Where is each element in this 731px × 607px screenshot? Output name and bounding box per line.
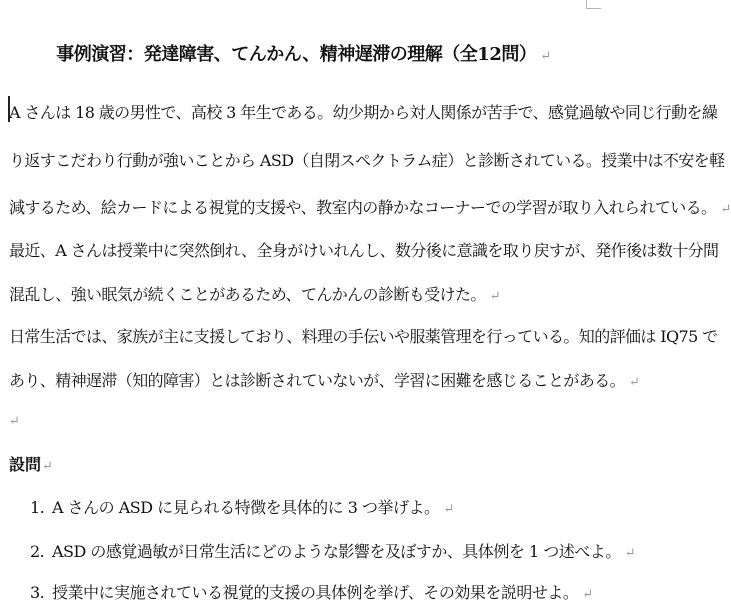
question-item[interactable] xyxy=(30,539,635,562)
question-number: 1. xyxy=(30,498,45,517)
section-heading-text: 設問 xyxy=(9,455,42,474)
section-heading[interactable] xyxy=(9,452,53,475)
page-corner-mark xyxy=(586,0,601,9)
paragraph-2-line-2-text: 混乱し、強い眠気が続くことがあるため、てんかんの診断も受けた。 xyxy=(9,285,486,304)
question-item[interactable] xyxy=(30,495,454,518)
question-item[interactable] xyxy=(30,580,593,603)
paragraph-mark-icon: ↵ xyxy=(540,49,551,64)
paragraph-mark-icon: ↵ xyxy=(9,414,20,429)
paragraph-1-line-2[interactable]: り返すこだわり行動が強いことから ASD（自閉スペクトラム症）と診断されている。授業中は不安を軽 xyxy=(9,151,725,170)
paragraph-mark-icon: ↵ xyxy=(624,546,636,561)
paragraph-3-line-2-text: あり、精神遅滞（知的障害）とは診断されていないが、学習に困難を感じることがある。 xyxy=(9,371,626,390)
paragraph-mark-icon: ↵ xyxy=(42,459,53,474)
question-number: 3. xyxy=(30,583,45,602)
question-text: ASD の感覚過敏が日常生活にどのような影響を及ぼすか、具体例を 1 つ述べよ。 xyxy=(52,542,621,561)
paragraph-mark-icon: ↵ xyxy=(582,587,593,602)
paragraph-1-line-3[interactable] xyxy=(9,195,731,218)
paragraph-mark-icon: ↵ xyxy=(629,375,640,390)
paragraph-1-line-1[interactable]: A さんは 18 歳の男性で、高校 3 年生である。幼少期から対人関係が苦手で、感覚過敏や同じ行動を繰 xyxy=(9,103,718,122)
empty-paragraph[interactable] xyxy=(9,410,599,429)
paragraph-mark-icon: ↵ xyxy=(489,289,501,304)
question-text: 授業中に実施されている視覚的支援の具体例を挙げ、その効果を説明せよ。 xyxy=(52,583,579,602)
paragraph-1-line-3-text: 減するため、絵カードによる視覚的支援や、教室内の静かなコーナーでの学習が取り入れられている。 xyxy=(9,198,717,217)
paragraph-mark-icon: ↵ xyxy=(443,502,454,517)
document-title xyxy=(0,40,607,66)
paragraph-2-line-1[interactable]: 最近、A さんは授業中に突然倒れ、全身がけいれんし、数分後に意識を取り戻すが、発作後は数十分間 xyxy=(9,241,719,260)
title-text: 事例演習：発達障害、てんかん、精神遅滞の理解（全12問） xyxy=(56,44,537,65)
question-text: A さんの ASD に見られる特徴を具体的に 3 つ挙げよ。 xyxy=(52,498,440,517)
paragraph-mark-icon: ↵ xyxy=(720,202,731,217)
question-number: 2. xyxy=(30,542,45,561)
paragraph-3-line-2[interactable] xyxy=(9,368,640,391)
paragraph-2-line-2[interactable] xyxy=(9,282,599,305)
paragraph-3-line-1[interactable]: 日常生活では、家族が主に支援しており、料理の手伝いや服薬管理を行っている。知的評価は IQ75 で xyxy=(9,327,718,346)
